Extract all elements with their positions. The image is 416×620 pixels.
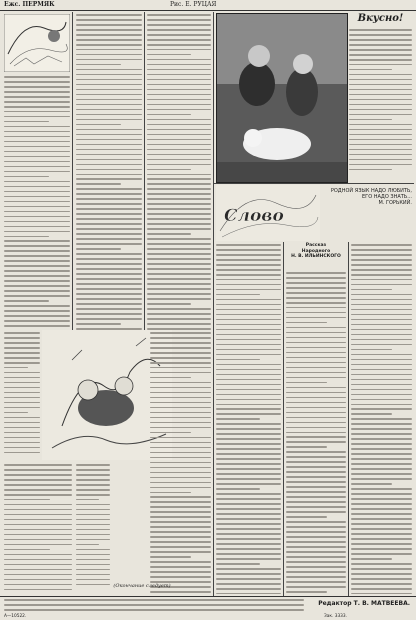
masthead-center: Рис. Е. РУЦАЯ (170, 1, 217, 8)
column-2-text (76, 14, 142, 330)
footer-bottom-row (4, 614, 412, 620)
lower-column-2-text (76, 464, 110, 594)
article-column-1 (216, 244, 281, 594)
photo-caption-title: Вкусно! (357, 13, 404, 24)
column-rule (72, 12, 73, 330)
column-1-text (4, 76, 70, 328)
column-rule (144, 12, 145, 330)
byline-role-2: Н. В. ИЛЬИНСКОГО (291, 254, 341, 259)
lower-column-1-text (4, 464, 72, 594)
article-column-2 (286, 272, 346, 594)
photo-caption-text (349, 29, 412, 181)
masthead-strip (0, 0, 416, 11)
photo (216, 13, 348, 183)
epigraph-line-2: ЕГО НАДО ЗНАТЬ... (362, 194, 412, 200)
illustration-caption: (Окончание следует) (113, 583, 171, 589)
masthead-left: Ежс. ПЕРМЯК (4, 1, 55, 8)
section-banner-lettering (216, 185, 320, 241)
column-rule (213, 12, 214, 596)
section-rule (214, 183, 414, 184)
byline-role-1: Народного (301, 248, 331, 254)
epigraph-line-1: РОДНОЙ ЯЗЫК НАДО ЛЮБИТЬ, (330, 188, 412, 194)
photo-scene (217, 14, 347, 182)
story-banner (4, 14, 70, 72)
story-banner-art (4, 14, 70, 72)
article-column-3 (351, 244, 412, 594)
section-banner (216, 185, 412, 241)
photo-caption (349, 13, 412, 181)
article-byline (286, 243, 346, 260)
epigraph-author: М. ГОРЬКИЙ. (378, 200, 412, 206)
column-3-text (147, 14, 211, 330)
footer-editor: Редактор Т. В. МАТВЕЕВА. (318, 600, 410, 607)
column-rule (348, 242, 349, 596)
lower-left-text (4, 332, 40, 460)
column-rule (283, 242, 284, 596)
svg-text:Слово: Слово (224, 206, 284, 226)
column-3-lower-text (150, 332, 211, 594)
epigraph (320, 188, 412, 206)
footer-bottom-left: А—10522. (4, 614, 27, 619)
footer-bottom-right: Зак. 3333. (324, 614, 348, 619)
footer-imprint (4, 599, 304, 615)
byline-kind: Рассказ (305, 243, 327, 248)
page-footer (0, 596, 416, 620)
